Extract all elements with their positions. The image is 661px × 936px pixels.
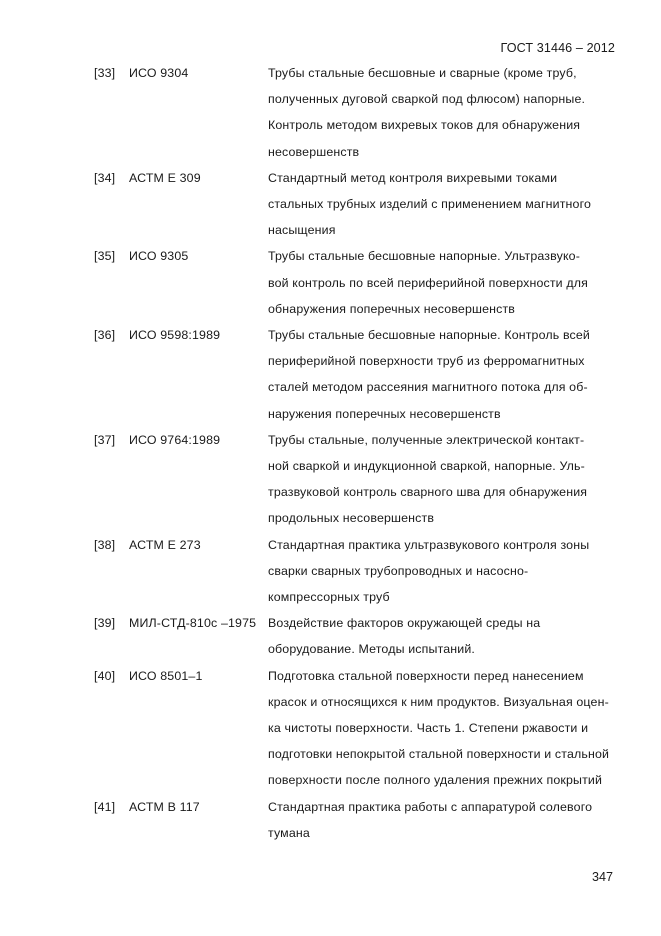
reference-number: [36] xyxy=(94,328,116,342)
reference-title-line: продольных несовершенств xyxy=(268,511,435,526)
reference-title-line: полученных дуговой сваркой под флюсом) напорные. xyxy=(268,92,586,107)
reference-title xyxy=(268,427,616,532)
reference-title-line: поверхности после полного удаления прежних покрытий xyxy=(268,773,603,788)
reference-number: [33] xyxy=(94,66,116,80)
reference-title-line: Трубы стальные бесшовные и сварные (кроме труб, xyxy=(268,66,577,80)
reference-code: АСТМ В 117 xyxy=(129,799,200,814)
reference-code: ИСО 9304 xyxy=(129,66,189,80)
reference-code: АСТМ Е 273 xyxy=(129,537,201,552)
reference-title-line: Контроль методом вихревых токов для обнаружения xyxy=(268,118,581,133)
reference-title-line: компрессорных труб xyxy=(268,589,390,604)
reference-number: [38] xyxy=(94,537,116,552)
reference-code: ИСО 9764:1989 xyxy=(129,432,221,447)
reference-title-line: Воздействие факторов окружающей среды на xyxy=(268,616,541,631)
reference-title-line: Трубы стальные бесшовные напорные. Ультразвуко- xyxy=(268,249,580,264)
reference-title-line: ной сваркой и индукционной сваркой, напорные. Уль- xyxy=(268,458,585,473)
reference-title-line: красок и относящихся к ним продуктов. Визуальная оцен- xyxy=(268,694,609,709)
reference-number: [41] xyxy=(94,799,116,814)
reference-title-line: тумана xyxy=(268,825,310,840)
reference-code: АСТМ Е 309 xyxy=(129,170,201,185)
reference-number: [35] xyxy=(94,249,116,264)
reference-number: [40] xyxy=(94,668,116,683)
reference-title-line: Стандартный метод контроля вихревыми токами xyxy=(268,170,558,185)
reference-title-line: стальных трубных изделий с применением магнитного xyxy=(268,196,592,211)
reference-title-line: подготовки непокрытой стальной поверхности и стальной xyxy=(268,747,610,762)
reference-title-line: сталей методом рассеяния магнитного потока для об- xyxy=(268,380,588,395)
reference-code: МИЛ-СТД-810с –1975 xyxy=(129,616,257,631)
reference-title xyxy=(268,663,616,794)
reference-title-line: периферийной поверхности труб из ферромагнитных xyxy=(268,354,585,369)
reference-title-line: насыщения xyxy=(268,223,336,238)
reference-title-line: Трубы стальные, полученные электрической контакт- xyxy=(268,432,585,447)
reference-title-line: вой контроль по всей периферийной поверхности для xyxy=(268,275,588,290)
reference-title xyxy=(268,322,616,427)
reference-title xyxy=(268,243,616,322)
reference-number: [34] xyxy=(94,170,116,185)
document-header: ГОСТ 31446 – 2012 xyxy=(500,41,615,55)
reference-title xyxy=(268,610,616,662)
reference-title-line: Подготовка стальной поверхности перед нанесением xyxy=(268,668,584,683)
reference-title-line: сварки сварных трубопроводных и насосно- xyxy=(268,563,529,578)
page-number: 347 xyxy=(591,870,613,884)
reference-title-line: Стандартная практика ультразвукового контроля зоны xyxy=(268,537,590,552)
reference-number: [37] xyxy=(94,432,116,447)
reference-title-line: несовершенств xyxy=(268,144,360,159)
reference-title xyxy=(268,60,616,165)
reference-code: ИСО 8501–1 xyxy=(129,668,203,683)
reference-code: ИСО 9598:1989 xyxy=(129,328,221,342)
reference-title-line: наружения поперечных несовершенств xyxy=(268,406,501,421)
reference-title xyxy=(268,532,616,611)
reference-number: [39] xyxy=(94,616,116,631)
reference-title-line: оборудование. Методы испытаний. xyxy=(268,642,476,657)
reference-title xyxy=(268,794,616,846)
reference-title-line: обнаружения поперечных несовершенств xyxy=(268,301,516,316)
reference-code: ИСО 9305 xyxy=(129,249,189,264)
reference-title-line: Стандартная практика работы с аппаратурой солевого xyxy=(268,799,593,814)
reference-title-line: Трубы стальные бесшовные напорные. Контроль всей xyxy=(268,328,590,342)
reference-title-line: тразвуковой контроль сварного шва для обнаружения xyxy=(268,485,588,500)
reference-title-line: ка чистоты поверхности. Часть 1. Степени ржавости и xyxy=(268,720,589,735)
reference-title xyxy=(268,165,616,244)
